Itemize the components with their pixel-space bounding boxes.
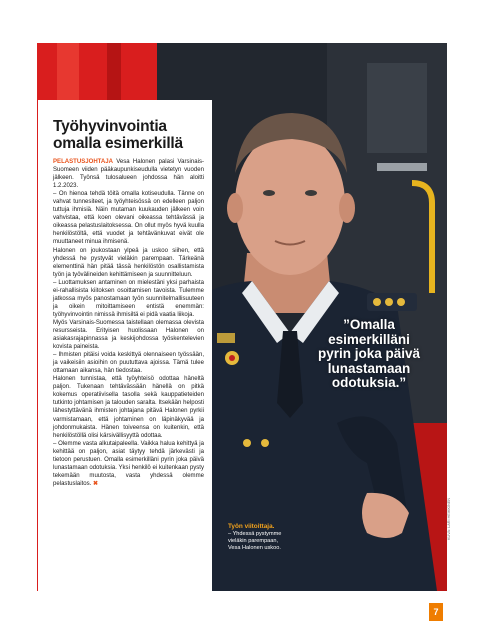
- article-headline: [53, 118, 204, 152]
- end-mark-icon: ✖: [93, 480, 99, 487]
- quote-line: ”Omalla: [343, 317, 395, 332]
- body-paragraph: – Ihmisten pitäisi voida keskittyä olennaiseen työssään, ja vaikeisiin asioihin on puututtava ajoissa. Tämä tulee ottamaan aikansa, hän tiedostaa.: [53, 352, 204, 375]
- caption-line: Vesa Halonen uskoo.: [228, 545, 281, 551]
- lead-text: Vesa Halonen palasi Varsinais-Suomeen viiden pääkaupunkiseudulla vietetyn vuoden jälkeen. Työnsä tulosalueen johdossa hän aloitti 1.2.2023.: [53, 159, 204, 190]
- quote-line: esimerkilläni: [328, 331, 410, 347]
- body-paragraph: Halonen on joukostaan ylpeä ja uskoo siihen, että yhdessä he pystyvät vieläkin parempaan. Tärkeänä elementtinä hän pitää tässä henkilöstön osallistamista työn ja työvälineiden kehittämiseen ja suunnitteluun.: [53, 247, 204, 278]
- photo-caption: [228, 523, 328, 552]
- lead-tag: PELASTUSJOHTAJA: [53, 159, 114, 165]
- last-paragraph-text: – Olemme vasta alkutaipaleella. Vaikka halua kehittyä ja kehittää on paljon, asiat täytyy tehdä järkevästi ja tietoon perustuen. Omalla esimerkilläni pyrin joka päivä lunastamaan odotuksia. Yksi henkilö ei kuitenkaan pysty tekemään muutosta, vasta yhdessä olemme pelastuslaitos.: [53, 440, 204, 487]
- photo-credit: KUVA: LARI HEIKKINEN: [447, 497, 451, 540]
- headline-line: omalla esimerkillä: [53, 135, 183, 152]
- caption-line: – Yhdessä pystymme: [228, 531, 282, 537]
- caption-line: vieläkin parempaan,: [228, 538, 279, 544]
- lead-paragraph: [53, 158, 204, 190]
- pull-quote: [305, 318, 433, 391]
- body-paragraph: – Luottamuksen antaminen on mielestäni yksi parhaista ei-rahallisista kiitoksen osoittamisen tavoista. Tulemme jatkossa myös panostamaan työn suunnitelmallisuuteen ja oikein mitoittamiseen entistä enemmän: työhyvinvointin nimissä ihmisiltä ei pidä vaatia liikoja.: [53, 279, 204, 318]
- quote-line: pyrin joka päivä: [317, 346, 421, 361]
- quote-line: lunastamaan: [327, 360, 411, 376]
- article-column: [38, 100, 212, 591]
- body-paragraph-last: [53, 440, 204, 488]
- page-number: 7: [429, 603, 443, 621]
- body-paragraph: – On hienoa tehdä töitä omalla kotiseudulla. Tänne on vahvat tunnesiteet, ja työyhteisössä on edelleen paljon tuttuja ihmisiä. Näin mutaman kuukauden jälkeen voin vahvistaa, että koen olevani oikeassa tehtävässä ja oikeassa pelastuslaitoksessa. On ollut myös hyvä kuulla henkilöstöltä, että vuodet ja tehtävänkuvat eivät ole muuttaneet minua ihmisenä.: [53, 191, 204, 246]
- body-paragraph: Myös Varsinais-Suomessa taistellaan olemassa olevista resursseista. Erityisen huolissaan Halonen on asiakasrajapinnassa ja keskijohdossa työskentelevien kovista paineista.: [53, 319, 204, 351]
- caption-title: Työn viitoittaja.: [228, 523, 275, 530]
- article-body: [53, 158, 204, 488]
- body-paragraph: Halonen tunnistaa, että työyhteisö odottaa häneltä paljon. Tukenaan tehtävässään hänellä on pitkä kokemus operatiivisella tasolla sekä kauppatieteiden tutkinto johtamisen ja talouden saralta. Itsekään helposti lähestyttävänä ihmisten johtajana pitävä Halonen pyrkii varmistamaan, että johtaminen on läpinäkyvää ja johdonmukaista. Hänen toiveensa on kuitenkin, että henkilöstöllä olisi kärsivällisyyttä odottaa.: [53, 376, 204, 439]
- headline-line: Työhyvinvointia: [53, 118, 167, 135]
- quote-line: odotuksia.”: [331, 375, 407, 390]
